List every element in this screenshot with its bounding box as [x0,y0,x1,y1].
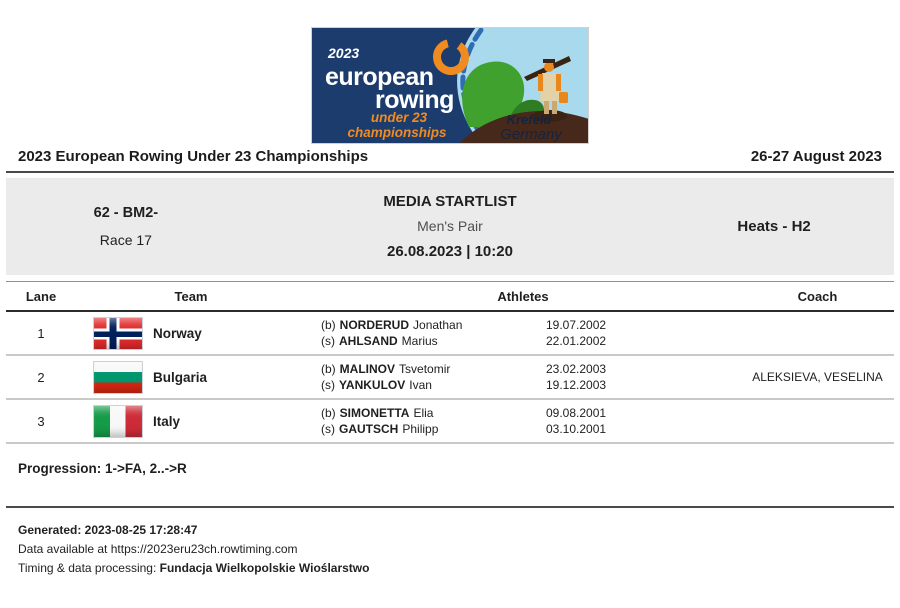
event-center-column [246,189,654,264]
athlete-line [321,405,546,421]
event-race-column [6,200,246,254]
timing-label: Timing & data processing: [18,561,160,575]
table-row [6,312,894,356]
lane-number: 3 [37,413,45,429]
logo-banner [0,0,900,144]
seat-label: (b) [321,362,336,376]
norway-flag-icon [93,317,143,350]
table-header-row [6,281,894,312]
timing-credit [18,559,882,578]
round-name: Heats - H2 [737,218,811,235]
athletes-cell [306,405,740,437]
logo-under23: under 23 [370,110,428,125]
athlete-firstname: Philipp [402,422,439,436]
header-divider [6,171,894,173]
athlete-dob: 19.07.2002 [546,318,607,332]
seat-label: (s) [321,378,335,392]
athletes-cell [306,361,740,393]
athlete-dob: 03.10.2001 [546,422,607,436]
athlete-names [306,317,546,349]
race-datetime: 26.08.2023 | 10:20 [386,243,513,260]
document-footer [18,521,882,578]
athlete-names [306,361,546,393]
column-header-lane: Lane [25,288,57,304]
table-row [6,356,894,400]
team-name: Italy [153,413,181,429]
team-cell [76,317,306,350]
logo-city: Krefeld [506,112,552,127]
coach-name: ALEKSIEVA, VESELINA [752,370,883,384]
italy-flag-icon [93,405,143,438]
document-header [18,148,882,165]
lane-number: 2 [37,369,45,385]
athlete-dob: 19.12.2003 [546,378,607,392]
athlete-firstname: Jonathan [413,318,463,332]
athlete-line [321,333,546,349]
seat-label: (b) [321,406,336,420]
footer-divider [6,506,894,508]
list-type: MEDIA STARTLIST [383,193,517,210]
athlete-line [321,377,546,393]
race-number: Race 17 [99,231,152,248]
logo-word-european: european [325,63,434,91]
progression-note: Progression: 1->FA, 2..->R [18,461,187,476]
athlete-lastname: GAUTSCH [339,422,399,436]
bulgaria-flag-icon [93,361,143,394]
athlete-line [321,361,546,377]
column-header-coach: Coach [797,288,838,304]
generated-timestamp: Generated: 2023-08-25 17:28:47 [18,523,198,537]
column-header-athletes: Athletes [497,288,549,304]
athlete-names [306,405,546,437]
logo-championships: championships [347,125,447,140]
logo-country: Germany [500,126,562,143]
seat-label: (b) [321,318,336,332]
athletes-cell [306,317,740,349]
event-info-block [6,178,894,275]
athlete-firstname: Tsvetomir [399,362,451,376]
timing-organisation: Fundacja Wielkopolskie Wioślarstwo [159,561,370,575]
team-name: Bulgaria [153,369,208,385]
lane-number: 1 [37,325,45,341]
data-available-url: Data available at https://2023eru23ch.rowtiming.com [18,542,298,556]
athlete-firstname: Ivan [409,378,432,392]
logo-word-rowing: rowing [375,86,454,114]
seat-label: (s) [321,334,335,348]
event-round-column [654,218,894,235]
column-header-team: Team [174,288,208,304]
athlete-birthdates [546,317,606,349]
athlete-lastname: NORDERUD [339,318,410,332]
athlete-birthdates [546,361,606,393]
athlete-dob: 09.08.2001 [546,406,607,420]
athlete-dob: 22.01.2002 [546,334,607,348]
athlete-firstname: Elia [413,406,434,420]
team-cell [76,405,306,438]
championship-title: 2023 European Rowing Under 23 Championships [18,148,369,165]
athlete-line [321,421,546,437]
team-cell [76,361,306,394]
event-code: 62 - BM2- [93,204,159,221]
event-logo [311,27,589,144]
athlete-line [321,317,546,333]
startlist-table [6,281,894,444]
logo-year: 2023 [328,45,360,61]
team-name: Norway [153,325,202,341]
athlete-lastname: AHLSAND [339,334,398,348]
seat-label: (s) [321,422,335,436]
boat-class: Men's Pair [417,218,483,234]
athlete-firstname: Marius [401,334,438,348]
championship-dates: 26-27 August 2023 [750,148,882,165]
athlete-lastname: MALINOV [339,362,396,376]
athlete-birthdates [546,405,606,437]
athlete-lastname: SIMONETTA [339,406,410,420]
table-row [6,400,894,444]
athlete-lastname: YANKULOV [339,378,406,392]
athlete-dob: 23.02.2003 [546,362,607,376]
